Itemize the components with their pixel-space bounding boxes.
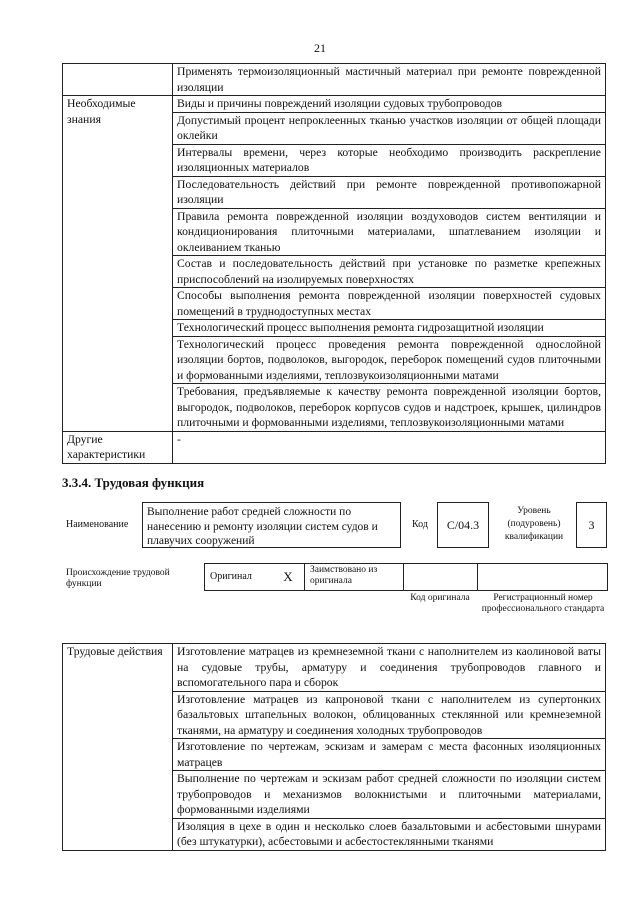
table-row	[63, 96, 606, 113]
knowledge-table	[62, 63, 606, 464]
action-item: Изготовление матрацев из кремнеземной ткани с наполнителем из каолиновой ваты на судовые трубы, арматуру и соединения трубопроводов главного и вспомогательного пара и сборок	[173, 644, 606, 692]
action-item: Выполнение по чертежам и эскизам работ средней сложности по изоляции систем трубопроводов и механизмов волокнистыми и плиточными материалами, формованными изделиями	[173, 771, 606, 819]
skill-cell: Применять термоизоляционный мастичный материал при ремонте поврежденной изоляции	[173, 64, 606, 96]
original-mark: X	[283, 569, 293, 584]
table-row	[63, 431, 606, 463]
divider	[304, 563, 305, 591]
origin-label: Происхождение трудовой функции	[66, 568, 170, 589]
level-label: Уровень (подуровень) квалификации	[504, 506, 564, 542]
knowledge-item: Технологический процесс проведения ремонта поврежденной однослойной изоляции бортов, подволоков, выгородок, переборок помещений судов плиточными и формованными изделиями, теплозвукоизоляционными матами	[173, 336, 606, 384]
action-item: Изготовление матрацев из капроновой ткани с наполнителем из супертонких базальтовых штапельных волокон, облицованных стеклянной или кремнеземной тканями, на арматуру и соединения холодных трубопроводов	[173, 691, 606, 739]
name-label: Наименование	[66, 519, 129, 530]
knowledge-item: Допустимый процент непроклеенных тканью участков изоляции от общей площади оклейки	[173, 112, 606, 144]
knowledge-item: Правила ремонта поврежденной изоляции воздуховодов систем вентиляции и кондиционирования плиточными материалами, шпатлеванием изоляции и оклеиванием тканью	[173, 208, 606, 256]
code-value: C/04.3	[437, 502, 489, 548]
function-name-box: Выполнение работ средней сложности по нанесению и ремонту изоляции систем судов и плавучих сооружений	[142, 502, 401, 548]
page-number: 21	[314, 41, 326, 55]
action-item: Изготовление по чертежам, эскизам и замерам с места фасонных изоляционных матрацев	[173, 739, 606, 771]
code-label: Код	[412, 519, 428, 530]
knowledge-item: Последовательность действий при ремонте поврежденной противопожарной изоляции	[173, 176, 606, 208]
knowledge-label: Необходимые знания	[63, 96, 173, 432]
action-item: Изоляция в цехе в один и несколько слоев базальтовыми и асбестовыми шнурами (без штукатурки), асбестовыми и асбестостеклянными тканями	[173, 818, 606, 850]
borrowed-label: Заимствовано из оригинала	[310, 565, 378, 586]
actions-table	[62, 643, 606, 851]
code-caption: Код оригинала	[410, 593, 470, 603]
knowledge-item: Требования, предъявляемые к качеству ремонта поврежденной изоляции бортов, выгородок, подволоков, переборок корпусов судов и надстроек, крышек, цилиндров плиточными и формованными изделиями, теплозвукоизоляционными матами	[173, 384, 606, 432]
divider	[403, 563, 404, 591]
empty-label-cell	[63, 64, 173, 96]
actions-label: Трудовые действия	[63, 644, 173, 851]
other-value: -	[173, 431, 606, 463]
divider	[477, 563, 478, 591]
table-row	[63, 644, 606, 692]
original-label: Оригинал	[210, 571, 252, 582]
table-row	[63, 64, 606, 96]
knowledge-item: Интервалы времени, через которые необходимо производить раскрепление изоляционных материалов	[173, 144, 606, 176]
knowledge-item: Технологический процесс выполнения ремонта гидрозащитной изоляции	[173, 320, 606, 337]
knowledge-item: Состав и последовательность действий при установке по разметке крепежных приспособлений на изолируемых поверхностях	[173, 256, 606, 288]
reg-caption: Регистрационный номер профессионального стандарта	[481, 593, 605, 614]
other-label: Другие характеристики	[63, 431, 173, 463]
section-heading: 3.3.4. Трудовая функция	[62, 475, 205, 490]
knowledge-item: Виды и причины повреждений изоляции судовых трубопроводов	[173, 96, 606, 113]
knowledge-item: Способы выполнения ремонта поврежденной изоляции поверхностей судовых помещений в труднодоступных местах	[173, 288, 606, 320]
level-value: 3	[576, 502, 607, 548]
